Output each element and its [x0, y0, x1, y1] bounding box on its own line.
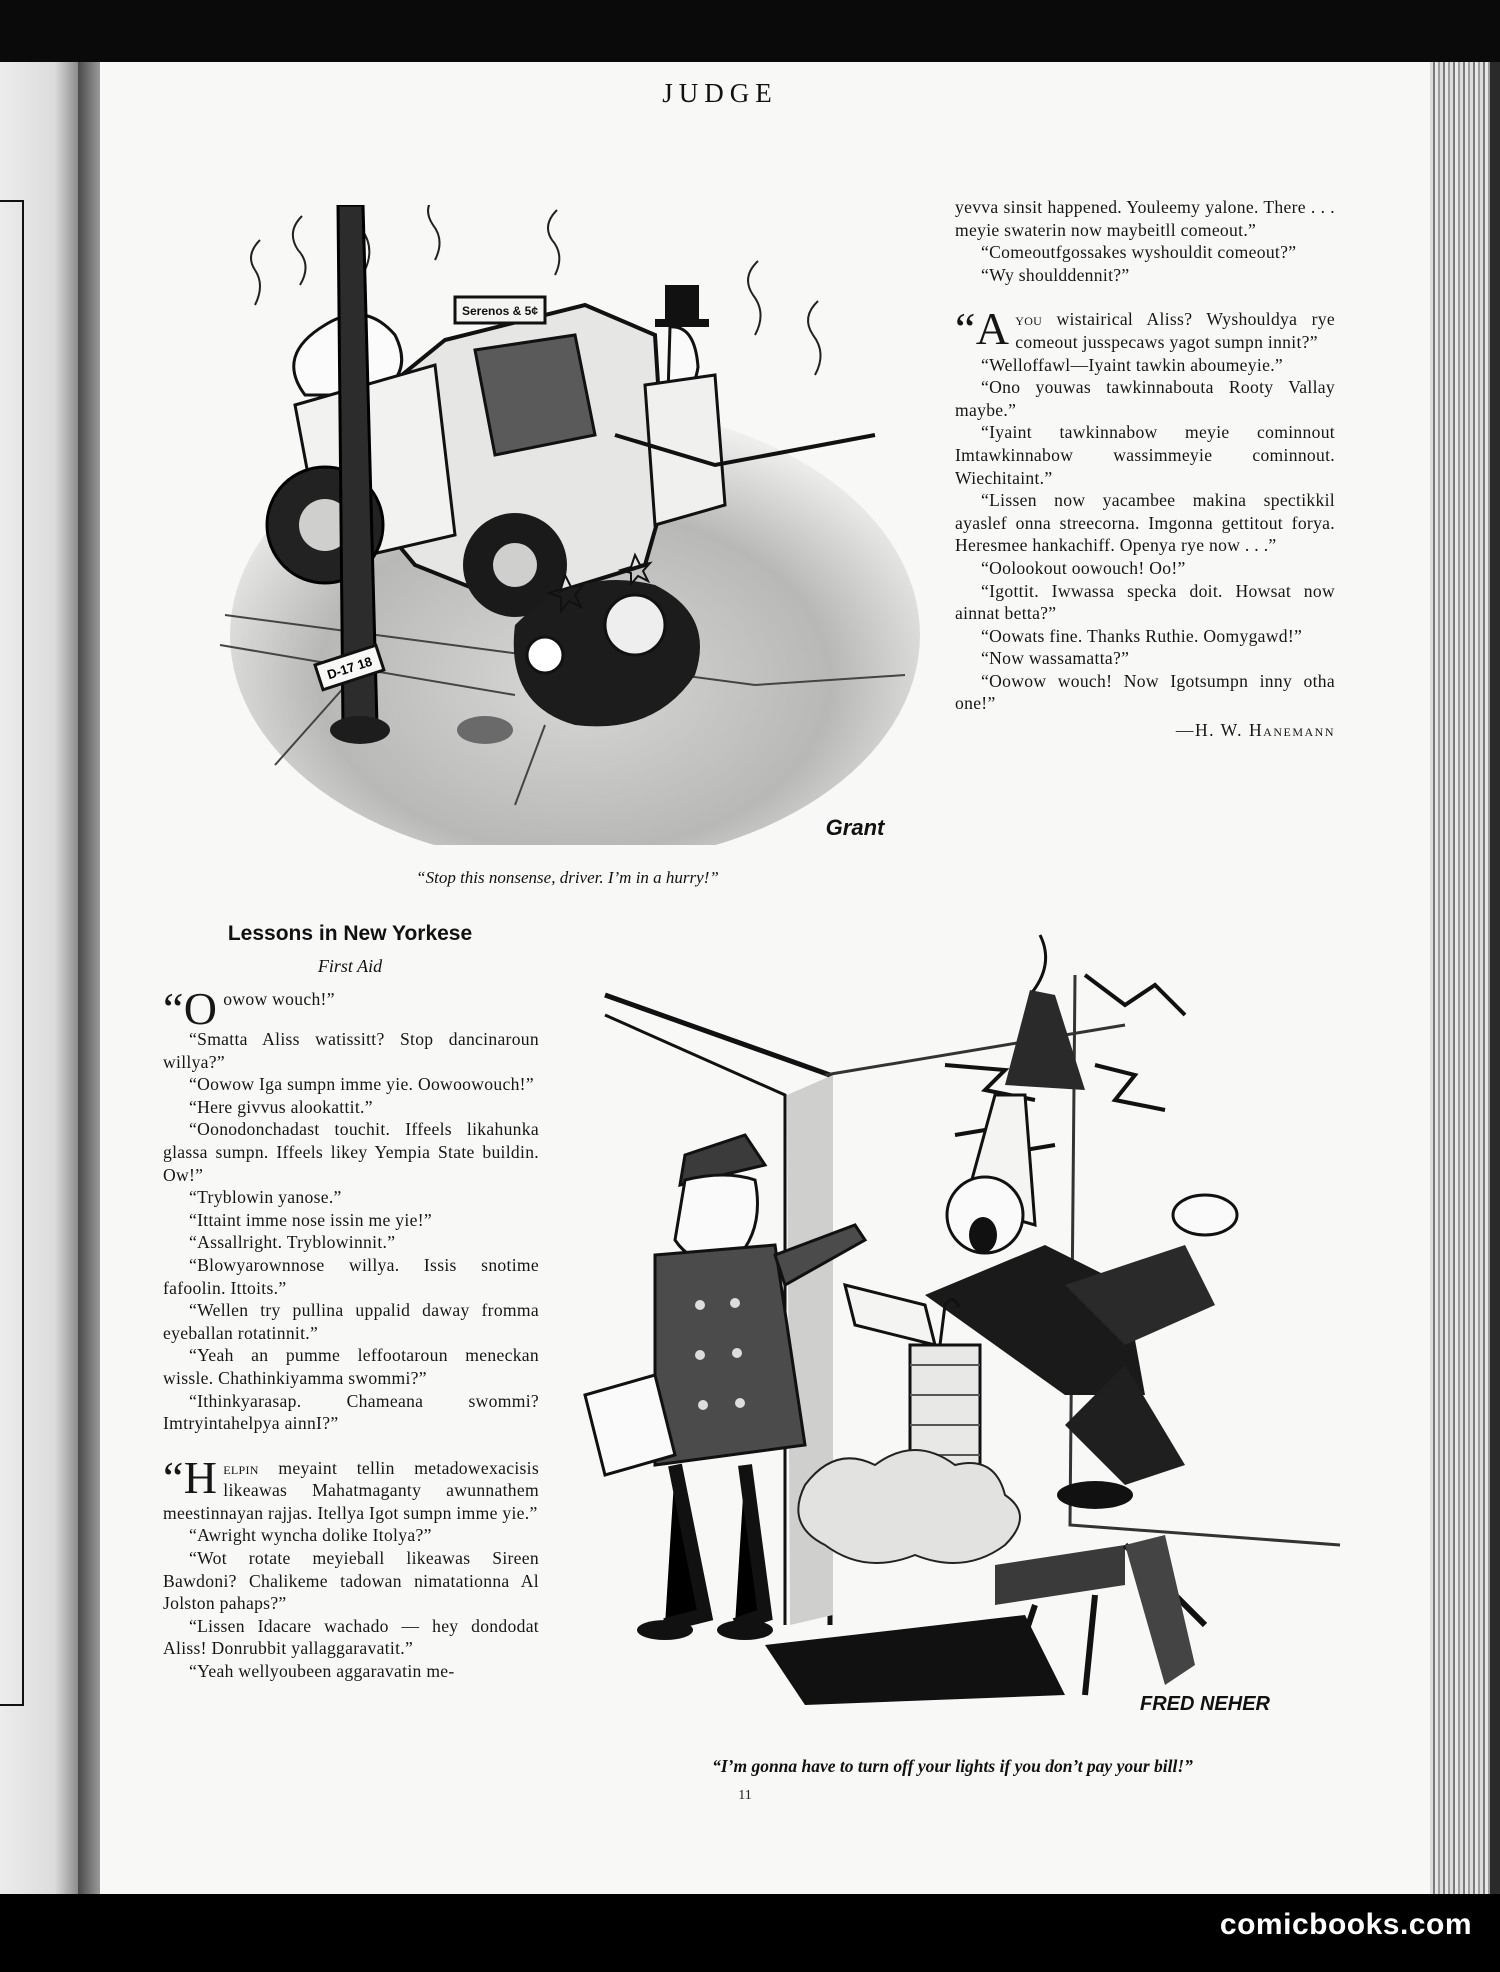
taxi-sign-text: Serenos & 5¢ [461, 304, 539, 318]
cartoon-bottom-illustration [565, 925, 1340, 1725]
byline-dash: —H. W. [1175, 720, 1249, 741]
cartoon-top-illustration [215, 205, 920, 845]
left-col-para-18: “Yeah wellyoubeen aggaravatin me- [189, 1661, 455, 1682]
left-col-para-11: “Yeah an pumme leffootaroun meneckan wissle. Chathinkiyamma swommi?” [163, 1345, 539, 1388]
cartoon-top-signature: Grant [825, 815, 885, 840]
smallcaps-lead: you [1015, 309, 1043, 330]
right-col-para-6: “Welloffawl—Iyaint tawkin aboumeyie.” [981, 354, 1283, 375]
license-plate-text: D-17 18 [325, 653, 374, 683]
right-col-para-13: “Now wassamatta?” [981, 648, 1130, 669]
right-col-para-10: “Oolookout oowouch! Oo!” [981, 557, 1186, 578]
cartoon-bottom-signature: FRED NEHER [1139, 1693, 1271, 1715]
cartoon-top-caption: “Stop this nonsense, driver. I’m in a hurry!” [416, 868, 719, 887]
right-col-para-1: yevva sinsit happened. Youleemy yalone. There . . . meyie swaterin now maybeitll comeout.” [955, 197, 1335, 240]
page-number: 11 [738, 1788, 752, 1803]
article-left-column [163, 983, 539, 1683]
right-col-para-7: “Ono youwas tawkinnabouta Rooty Vallay maybe.” [955, 377, 1335, 420]
left-col-para-2: “Smatta Aliss watissitt? Stop dancinaroun willya?” [163, 1029, 539, 1072]
page-stack-edges [1430, 62, 1490, 1894]
left-col-para-15: “Awright wyncha dolike Itolya?” [189, 1525, 432, 1546]
left-col-para-10: “Wellen try pullina uppalid daway fromma eyeballan rotatinnit.” [163, 1300, 539, 1343]
cartoon-top [215, 205, 920, 845]
left-col-para-12: “Ithinkyarasap. Chameana swommi? Imtryintahelpya ainnI?” [163, 1390, 539, 1434]
dropcap-letter: “A [955, 303, 1010, 355]
left-col-para-7: “Ittaint imme nose issin me yie!” [189, 1209, 432, 1230]
book-gutter [78, 62, 100, 1894]
left-col-para-17: “Lissen Idacare wachado — hey dondodat Aliss! Donrubbit yallaggaravatit.” [163, 1615, 539, 1659]
left-col-para-9: “Blowyarownnose willya. Issis snotime fafoolin. Ittoits.” [163, 1254, 539, 1298]
right-col-para-9: “Lissen now yacambee makina spectikkil ayaslef onna streecorna. Imgonna gettitout forya. Heresmee hankachiff. Openya rye now . . .” [955, 490, 1335, 556]
watermark: comicbooks.com [1219, 1908, 1472, 1941]
cartoon-bottom [565, 925, 1340, 1725]
right-col-para-12: “Oowats fine. Thanks Ruthie. Oomygawd!” [981, 625, 1303, 646]
byline-surname: Hanemann [1248, 720, 1335, 741]
dropcap-letter: “H [163, 1451, 218, 1503]
left-col-para-16: “Wot rotate meyieball likeawas Sireen Bawdoni? Chalikeme tadowan nimatationna Al Jolston pahaps?” [163, 1548, 539, 1614]
smallcaps-lead: elpin [223, 1457, 259, 1478]
left-col-para-5: “Oonodonchadast touchit. Iffeels likahunka glassa sumpn. Iffeels likey Yempia State buildin. Ow!” [163, 1119, 539, 1185]
running-head: JUDGE [662, 78, 778, 108]
article-byline [955, 719, 1335, 742]
section-gap [955, 286, 1335, 308]
left-col-para-6: “Tryblowin yanose.” [189, 1187, 342, 1208]
left-col-para-4: “Here givvus alookattit.” [189, 1096, 373, 1117]
article-right-column [955, 196, 1335, 742]
article-title: Lessons in New Yorkese [227, 922, 473, 945]
right-col-para-2: “Comeoutfgossakes wyshouldit comeout?” [981, 242, 1297, 263]
dropcap-letter: “O [163, 983, 218, 1034]
scan-top-border [0, 0, 1500, 62]
article-subtitle: First Aid [317, 956, 383, 976]
right-col-para-5 [955, 303, 1335, 355]
section-gap [163, 1435, 539, 1457]
right-col-para-14: “Oowow wouch! Now Igotsumpn inny otha one!” [955, 670, 1335, 714]
right-col-para-11: “Igottit. Iwwassa specka doit. Howsat now ainnat betta?” [955, 580, 1335, 624]
left-col-para-14 [163, 1451, 539, 1525]
right-col-para-5-text: wistairical Aliss? Wyshouldya rye comeout jusspecaws yagot sumpn innit?” [1015, 309, 1335, 352]
left-col-para-1-text: owow wouch!” [223, 989, 335, 1009]
left-col-para-1 [163, 983, 539, 1034]
facing-page-frame [0, 200, 24, 1706]
facing-page-edge [0, 62, 78, 1894]
left-col-para-8: “Assallright. Tryblowinnit.” [189, 1232, 396, 1253]
left-col-para-14-text: meyaint tellin metadowexacisis likeawas Mahatmaganty awunnathem meestinnayan rajjas. Itellya Igot sumpn imme yie.” [163, 1457, 539, 1523]
left-col-para-3: “Oowow Iga sumpn imme yie. Oowoowouch!” [189, 1074, 534, 1095]
right-col-para-8: “Iyaint tawkinnabow meyie cominnout Imtawkinnabow wassimmeyie cominnout. Wiechitaint.” [955, 422, 1335, 488]
right-col-para-3: “Wy shoulddennit?” [981, 264, 1130, 285]
cartoon-bottom-caption: “I’m gonna have to turn off your lights if you don’t pay your bill!” [712, 1756, 1193, 1776]
